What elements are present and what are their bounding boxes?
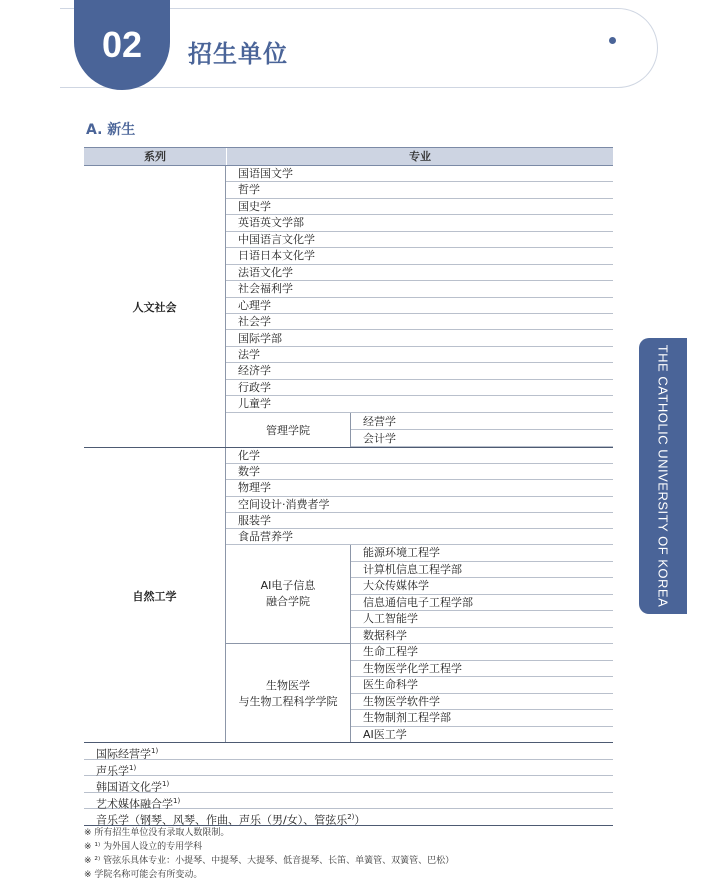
major-row: 法语文化学 (226, 265, 613, 281)
major-row: 生物医学化学工程学 (351, 661, 613, 678)
category-humanities: 人文社会 (84, 166, 226, 448)
major-row: 经营学 (351, 413, 613, 430)
other-major-label: 艺术媒体融合学 (96, 797, 173, 811)
college-management: 管理学院 (226, 413, 351, 448)
header-dot (609, 37, 616, 44)
major-row: 中国语言文化学 (226, 232, 613, 248)
category-science-label: 自然工学 (132, 589, 177, 603)
college-ai-line2: 融合学院 (266, 595, 310, 608)
other-major-label: 声乐学 (96, 764, 129, 778)
major-row: 数据科学 (351, 628, 613, 645)
major-row: 人工智能学 (351, 611, 613, 628)
section-title: 招生单位 (188, 40, 288, 68)
major-row: 物理学 (226, 480, 613, 496)
major-row: 信息通信电子工程学部 (351, 595, 613, 612)
major-row: 化学 (226, 448, 613, 464)
college-ai-electronics (226, 545, 351, 644)
major-row: 会计学 (351, 430, 613, 447)
footnote: ※ 学院名称可能会有所变动。 (84, 870, 203, 880)
column-header-major: 专业 (226, 148, 613, 165)
major-row: 国语国文学 (226, 166, 613, 182)
other-major-label: 国际经营学 (96, 747, 151, 761)
other-major-row (84, 809, 613, 826)
college-bio-line2: 与生物工程科学学院 (238, 694, 338, 708)
column-header-department: 系列 (144, 150, 166, 163)
major-row: 数学 (226, 464, 613, 480)
major-row: 大众传媒体学 (351, 578, 613, 595)
major-row: 生命工程学 (351, 644, 613, 661)
college-ai-line1: AI电子信息 (260, 579, 316, 592)
subsection-heading: A. 新生 (86, 122, 136, 138)
footnote: ※ 所有招生单位没有录取人数限制。 (84, 828, 230, 838)
footnote: ※ ¹⁾ 为外国人设立的专用学科 (84, 842, 203, 852)
side-tab-label: THE CATHOLIC UNIVERSITY OF KOREA (655, 344, 671, 608)
major-row: 儿童学 (226, 396, 613, 412)
other-major-row (84, 743, 613, 760)
major-row: 法学 (226, 347, 613, 363)
major-row: 心理学 (226, 298, 613, 314)
footnotes (84, 826, 454, 882)
footnote-marker: 1) (151, 747, 159, 755)
side-tab (639, 338, 687, 614)
footnote-marker: 2) (347, 813, 355, 821)
major-row: 计算机信息工程学部 (351, 562, 613, 579)
other-major-label: 音乐学（钢琴、风琴、作曲、声乐（男/女）、管弦乐 (96, 813, 348, 827)
footnote-marker: 1) (162, 780, 170, 788)
major-row: 医生命科学 (351, 677, 613, 694)
major-row: 生物制剂工程学部 (351, 710, 613, 727)
other-major-row (84, 760, 613, 777)
major-row: 经济学 (226, 363, 613, 379)
major-row: 社会福利学 (226, 281, 613, 297)
major-row: 国际学部 (226, 331, 613, 347)
major-row: 行政学 (226, 380, 613, 396)
major-row: 服装学 (226, 513, 613, 529)
footnote-marker: 1) (173, 796, 181, 805)
college-biomedical (226, 644, 351, 743)
table-header (84, 147, 613, 166)
major-row: 能源环境工程学 (351, 545, 613, 562)
other-major-label: 韩国语文化学 (96, 780, 162, 794)
major-row: 生物医学软件学 (351, 694, 613, 711)
section-number-badge: 02 (74, 0, 170, 90)
college-bio-line1: 生物医学 (266, 678, 310, 692)
major-row: 空间设计·消费者学 (226, 497, 613, 513)
footnote: ※ ²⁾ 管弦乐具体专业：小提琴、中提琴、大提琴、低音提琴、长笛、单簧管、双簧管、巴松） (84, 856, 455, 866)
other-major-tail: ） (354, 813, 366, 827)
major-row: 日语日本文化学 (226, 248, 613, 264)
footnote-marker: 1) (129, 763, 137, 772)
major-row: 哲学 (226, 182, 613, 198)
other-major-row (84, 776, 613, 793)
major-row: AI医工学 (351, 727, 613, 744)
major-row: 食品营养学 (226, 529, 613, 545)
other-major-row (84, 793, 613, 810)
major-row: 英语英文学部 (226, 215, 613, 231)
major-row: 国史学 (226, 199, 613, 215)
major-row: 社会学 (226, 314, 613, 330)
category-science (84, 448, 226, 743)
